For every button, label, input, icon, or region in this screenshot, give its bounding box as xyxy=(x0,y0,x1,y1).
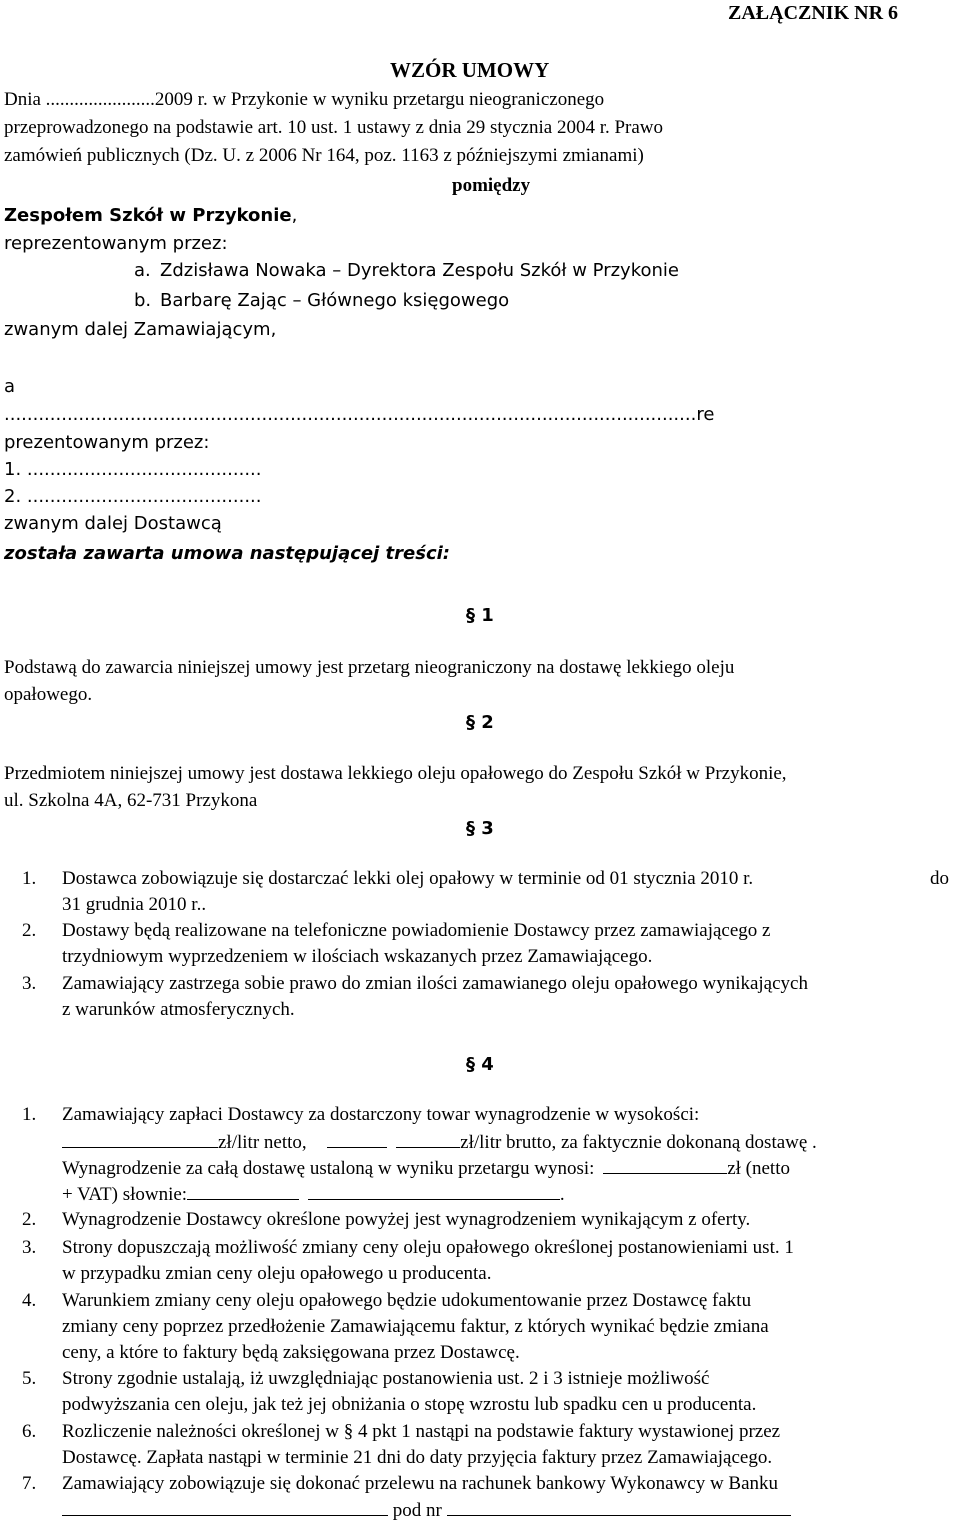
party1-name-text: Zespołem Szkół w Przykonie xyxy=(4,205,292,226)
s4-item-1-total xyxy=(62,1155,790,1182)
intro-line-1: Dnia .......................2009 r. w Przykonie w wyniku przetargu nieograniczonego xyxy=(4,89,605,110)
s4-item-6-line-1: Rozliczenie należności określonej w § 4 pkt 1 nastąpi na podstawie faktury wystawionej przez xyxy=(62,1421,781,1442)
s4-item-5-number: 5. xyxy=(22,1368,37,1389)
brutto-label: zł/litr brutto, za faktycznie dokonaną dostawę . xyxy=(460,1132,817,1153)
party2-represented: prezentowanym przez: xyxy=(4,432,210,453)
total-amount-blank[interactable] xyxy=(603,1155,727,1174)
s4-item-4-line-2: zmiany ceny poprzez przedłożenie Zamawiającemu faktur, z których wynikać będzie zmiana xyxy=(62,1316,769,1337)
words-end: . xyxy=(559,1184,565,1205)
s4-item-4-line-1: Warunkiem zmiany ceny oleju opałowego będzie udokumentowanie przez Dostawcę faktu xyxy=(62,1290,752,1311)
party2-rep-1: 1. ......................................... xyxy=(4,459,262,480)
s3-item-1-line-1: Dostawca zobowiązuje się dostarczać lekki olej opałowy w terminie od 01 stycznia 2010 r. xyxy=(62,868,754,889)
s4-item-4-number: 4. xyxy=(22,1290,37,1311)
s4-item-7-number: 7. xyxy=(22,1473,37,1494)
s3-item-3-line-2: z warunków atmosferycznych. xyxy=(62,999,295,1020)
vat-words-label: + VAT) słownie: xyxy=(62,1184,188,1205)
brutto-price-blank-1[interactable] xyxy=(327,1129,387,1148)
s4-item-3-line-2: w przypadku zmian ceny oleju opałowego u producenta. xyxy=(62,1263,492,1284)
party1-represented: reprezentowanym przez: xyxy=(4,233,228,254)
account-number-blank[interactable] xyxy=(447,1497,791,1516)
section-3-heading: § 3 xyxy=(466,818,494,839)
party1-called: zwanym dalej Zamawiającym, xyxy=(4,319,277,340)
s4-item-5-line-1: Strony zgodnie ustalają, iż uwzględniając postanowienia ust. 2 i 3 istnieje możliwość xyxy=(62,1368,710,1389)
section-2-heading: § 2 xyxy=(466,712,494,733)
s4-item-5-line-2: podwyższania cen oleju, jak też jej obniżania o stopę wzrostu lub spadku cen u producenta. xyxy=(62,1394,757,1415)
s4-item-7-account xyxy=(62,1497,791,1524)
party2-called: zwanym dalej Dostawcą xyxy=(4,513,222,534)
s4-item-1-prices xyxy=(62,1129,817,1156)
s4-item-2-number: 2. xyxy=(22,1209,37,1230)
between-label: pomiędzy xyxy=(452,175,531,196)
section-2-line-1: Przedmiotem niniejszej umowy jest dostawa lekkiego oleju opałowego do Zespołu Szkół w Przykonie, xyxy=(4,763,787,784)
party1-rep-a: Zdzisława Nowaka – Dyrektora Zespołu Szkół w Przykonie xyxy=(160,260,679,281)
total-label: Wynagrodzenie za całą dostawę ustaloną w wyniku przetargu wynosi: xyxy=(62,1158,595,1179)
s3-item-2-line-1: Dostawy będą realizowane na telefoniczne powiadomienie Dostawcy przez zamawiającego z xyxy=(62,920,771,941)
account-label: pod nr xyxy=(392,1500,442,1521)
s4-item-6-line-2: Dostawcę. Zapłata nastąpi w terminie 21 dni do daty przyjęcia faktury przez Zamawiającego. xyxy=(62,1447,773,1468)
s4-item-2-line-1: Wynagrodzenie Dostawcy określone powyżej jest wynagrodzeniem wynikającym z oferty. xyxy=(62,1209,751,1230)
party2-and: a xyxy=(4,376,16,397)
party1-rep-a-marker: a. xyxy=(134,260,151,281)
netto-label: zł/litr netto, xyxy=(218,1132,307,1153)
document-title: WZÓR UMOWY xyxy=(390,58,550,82)
section-1-line-2: opałowego. xyxy=(4,684,93,705)
party1-rep-b-marker: b. xyxy=(134,290,152,311)
s4-item-4-line-3: ceny, a które to faktury będą zaksięgowana przez Dostawcę. xyxy=(62,1342,520,1363)
s3-item-3-line-1: Zamawiający zastrzega sobie prawo do zmian ilości zamawianego oleju opałowego wynikających xyxy=(62,973,808,994)
attachment-label: ZAŁĄCZNIK NR 6 xyxy=(728,2,899,24)
s4-item-3-line-1: Strony dopuszczają możliwość zmiany ceny oleju opałowego określonej postanowieniami ust. 1 xyxy=(62,1237,794,1258)
s3-item-2-number: 2. xyxy=(22,920,37,941)
section-4-heading: § 4 xyxy=(466,1054,494,1075)
section-1-heading: § 1 xyxy=(466,605,494,626)
s4-item-6-number: 6. xyxy=(22,1421,37,1442)
party2-dots: .........................................................................................................................re xyxy=(4,404,715,425)
words-blank-1[interactable] xyxy=(187,1181,299,1200)
s3-item-1-number: 1. xyxy=(22,868,37,889)
contract-concluded: została zawarta umowa następującej treści: xyxy=(4,543,451,564)
section-2-line-2: ul. Szkolna 4A, 62-731 Przykona xyxy=(4,790,258,811)
s3-item-2-line-2: trzydniowym wyprzedzeniem w ilościach wskazanych przez Zamawiającego. xyxy=(62,946,653,967)
brutto-price-blank-2[interactable] xyxy=(396,1129,460,1148)
party1-name xyxy=(4,203,297,229)
s4-item-7-line-1: Zamawiający zobowiązuje się dokonać przelewu na rachunek bankowy Wykonawcy w Banku xyxy=(62,1473,779,1494)
total-unit: zł (netto xyxy=(727,1158,790,1179)
s3-item-1-line-2: 31 grudnia 2010 r.. xyxy=(62,894,207,915)
words-blank-2[interactable] xyxy=(308,1181,560,1200)
s4-item-1-words xyxy=(62,1181,565,1208)
s4-item-1-line-1: Zamawiający zapłaci Dostawcy za dostarczony towar wynagrodzenie w wysokości: xyxy=(62,1104,700,1125)
intro-line-3: zamówień publicznych (Dz. U. z 2006 Nr 164, poz. 1163 z późniejszymi zmianami) xyxy=(4,145,644,166)
netto-price-blank[interactable] xyxy=(62,1129,218,1148)
intro-line-2: przeprowadzonego na podstawie art. 10 ust. 1 ustawy z dnia 29 stycznia 2004 r. Prawo xyxy=(4,117,664,138)
s3-item-1-tail: do xyxy=(930,868,949,889)
s4-item-3-number: 3. xyxy=(22,1237,37,1258)
s4-item-1-number: 1. xyxy=(22,1104,37,1125)
party1-name-suffix: , xyxy=(291,205,298,226)
bank-name-blank[interactable] xyxy=(62,1497,388,1516)
s3-item-3-number: 3. xyxy=(22,973,37,994)
section-1-line-1: Podstawą do zawarcia niniejszej umowy jest przetarg nieograniczony na dostawę lekkiego oleju xyxy=(4,657,735,678)
party2-rep-2: 2. ......................................... xyxy=(4,486,262,507)
party1-rep-b: Barbarę Zając – Głównego księgowego xyxy=(160,290,510,311)
